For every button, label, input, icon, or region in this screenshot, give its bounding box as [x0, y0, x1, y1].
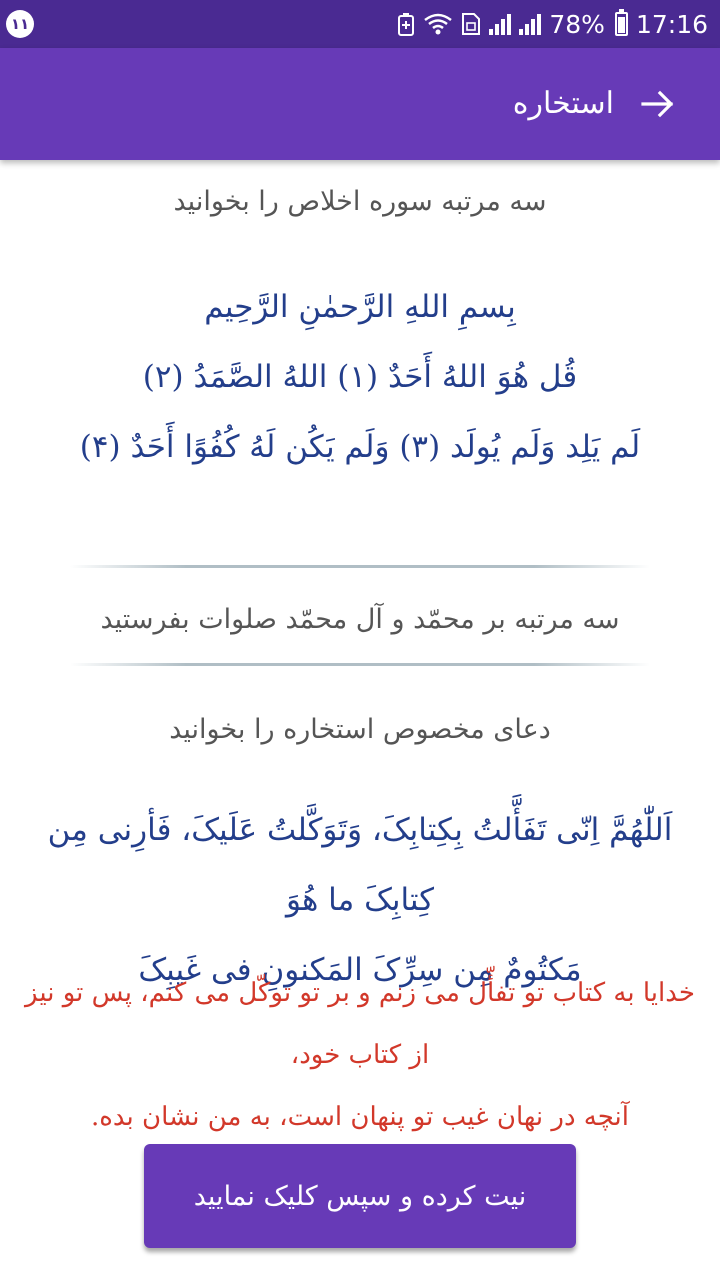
clock: 17:16 — [635, 9, 708, 39]
intention-button[interactable]: نیت کرده و سپس کلیک نمایید — [144, 1144, 576, 1248]
surah-line: بِسمِ اللهِ الرَّحمٰنِ الرَّحِیم — [204, 289, 516, 325]
status-icons — [397, 0, 708, 48]
battery-percent: 78% — [549, 9, 605, 39]
dua-line: اَللّٰهُمَّ اِنّی تَفَأَّلتُ بِکِتابِکَ، وَتَوَکَّلتُ عَلَیکَ، فَأرِنی مِن کِتابِکَ ما هُوَ — [47, 812, 673, 918]
surah-ikhlas — [20, 272, 700, 482]
dua-line: مَکتُومٌ مِن سِرِّکَ المَکنونِ فی غَیبِکَ — [138, 952, 582, 988]
translation-line: آنچه در نهان غیب تو پنهان است، به من نشان بده. — [91, 1102, 629, 1132]
sim-card-icon — [461, 12, 481, 36]
back-arrow-icon[interactable] — [632, 78, 684, 130]
step1-instruction: سه مرتبه سوره اخلاص را بخوانید — [173, 186, 547, 217]
divider — [70, 663, 650, 666]
battery-saver-icon — [397, 12, 415, 36]
step2-instruction: سه مرتبه بر محمّد و آل محمّد صلوات بفرستید — [100, 604, 620, 635]
dua-translation — [20, 962, 700, 1148]
signal-strength-icon-2 — [519, 13, 541, 35]
battery-level — [618, 17, 625, 33]
battery-icon — [615, 12, 628, 36]
surah-line: لَم یَلِد وَلَم یُولَد (۳) وَلَم یَکُن لَهُ کُفُوًا أَحَدٌ (۴) — [79, 429, 641, 465]
app-toolbar — [0, 48, 720, 160]
signal-strength-icon — [489, 13, 511, 35]
divider — [70, 565, 650, 568]
step3-instruction: دعای مخصوص استخاره را بخوانید — [169, 714, 551, 745]
main-content — [0, 160, 720, 1280]
translation-line: خدایا به کتاب تو تفأّل می زنم و بر تو توکّل می کنم، پس تو نیز از کتاب خود، — [25, 978, 695, 1070]
page-title: استخاره — [512, 86, 614, 121]
status-bar — [0, 0, 720, 48]
wifi-icon — [423, 12, 453, 36]
surah-line: قُل هُوَ اللهُ أَحَدٌ (۱) اللهُ الصَّمَدُ (۲) — [142, 359, 578, 395]
notification-badge: ۱۱ — [6, 10, 34, 38]
